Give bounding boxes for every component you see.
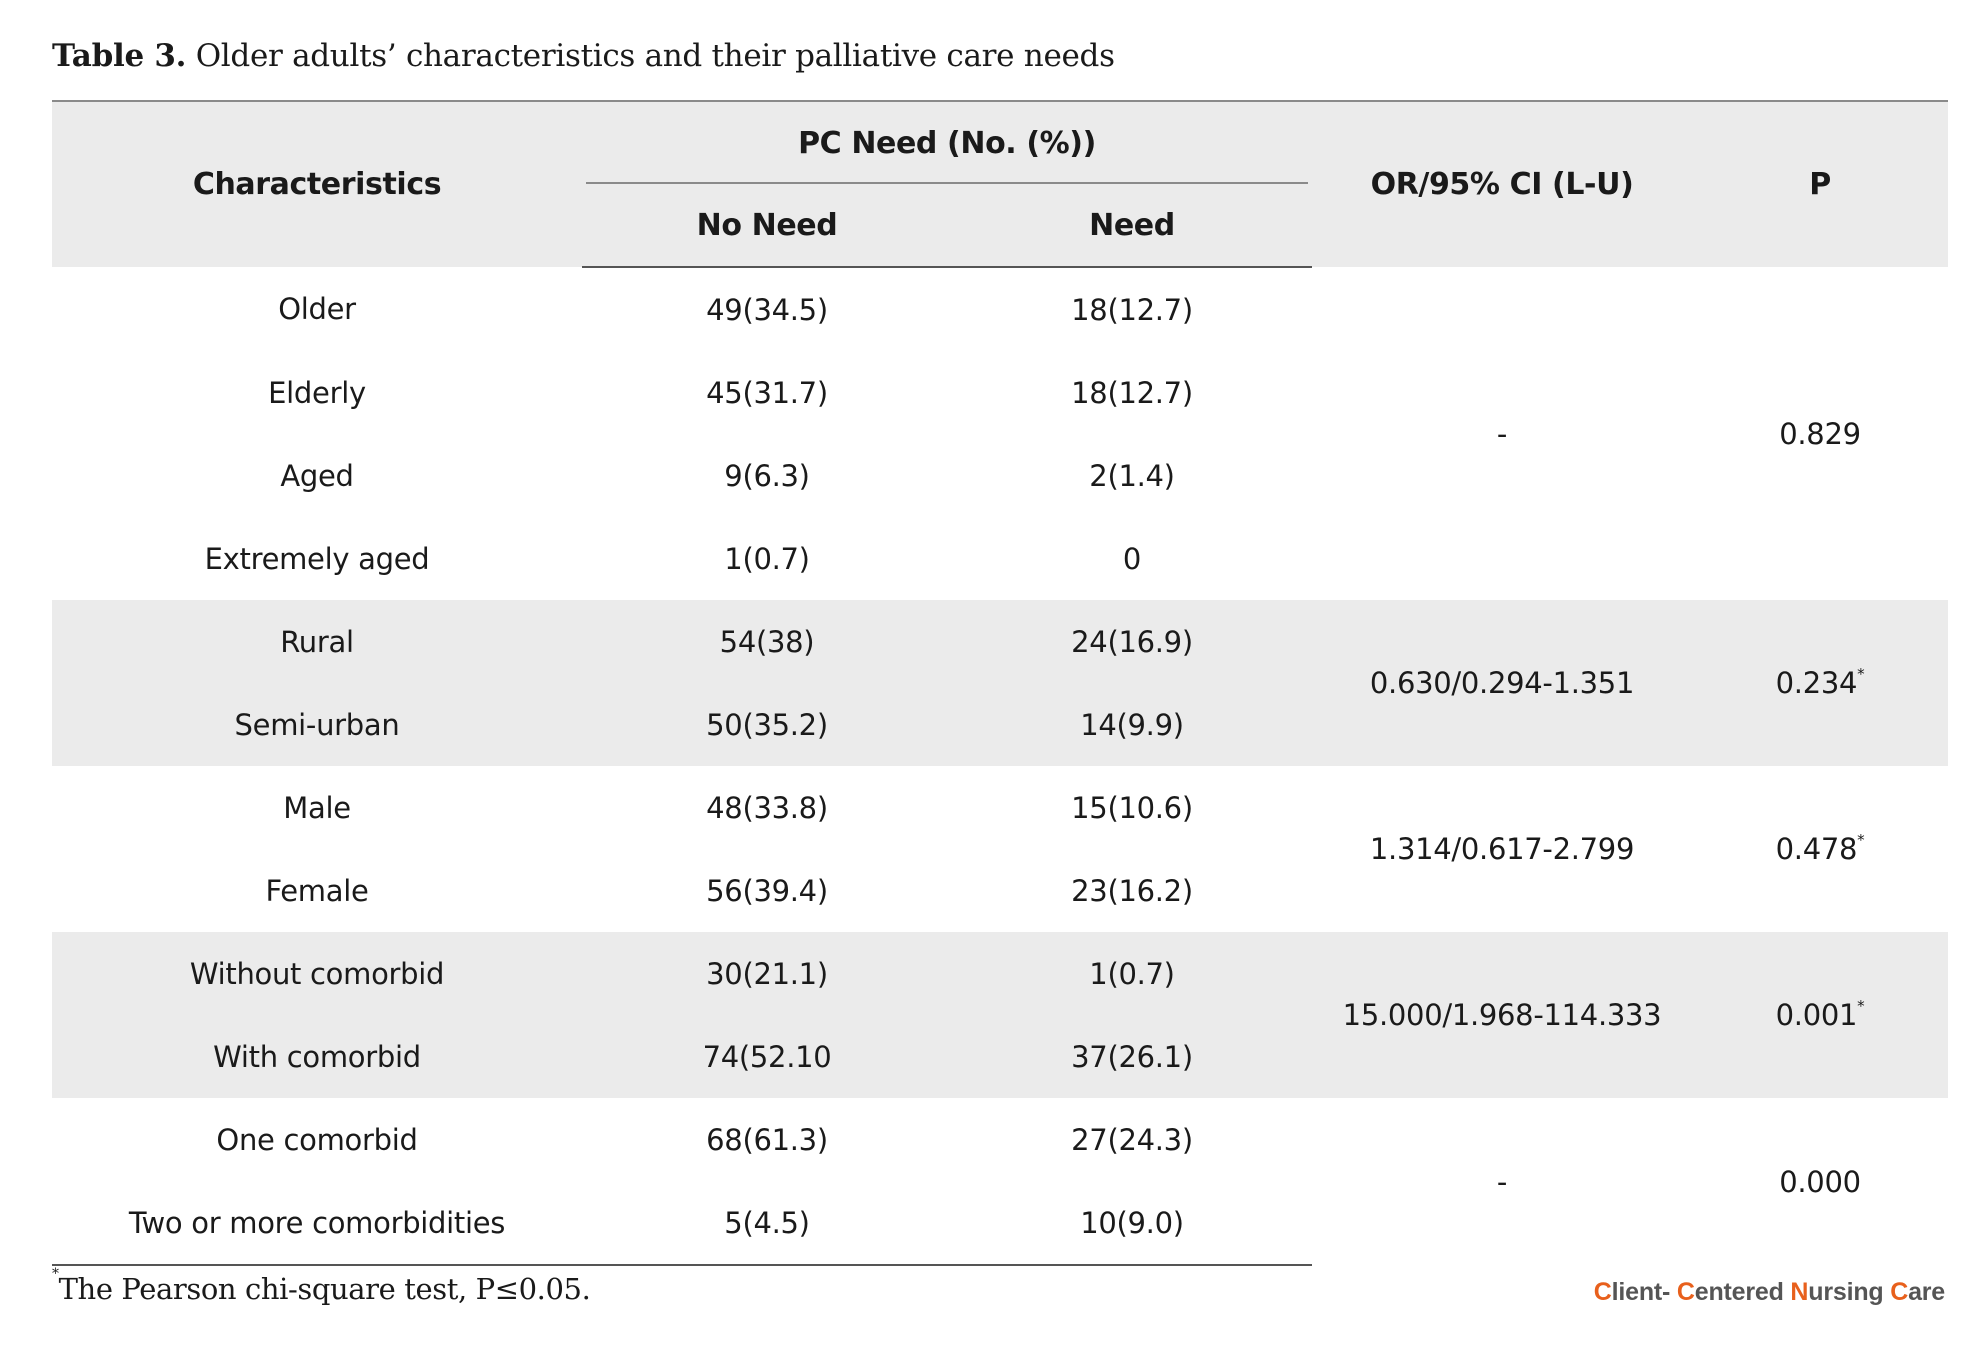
cell-no-need: 54(38) <box>582 600 952 683</box>
p-mark: * <box>1857 997 1865 1016</box>
cell-need: 10(9.0) <box>952 1181 1312 1265</box>
cell-need: 14(9.9) <box>952 683 1312 766</box>
cell-no-need: 74(52.10 <box>582 1015 952 1098</box>
cell-label: Extremely aged <box>204 541 430 576</box>
cell-or-ci: 15.000/1.968-114.333 <box>1312 932 1692 1098</box>
logo-text: are <box>1908 1278 1945 1306</box>
footnote <box>52 1266 591 1306</box>
p-value: 0.478 <box>1775 832 1858 866</box>
table-caption <box>52 38 1115 74</box>
cell-label: Rural <box>52 600 582 683</box>
cell-p <box>1692 932 1948 1098</box>
cell-need: 24(16.9) <box>952 600 1312 683</box>
cell-need: 18(12.7) <box>1071 375 1193 410</box>
logo-text: ursing <box>1808 1278 1891 1306</box>
cell-label: One comorbid <box>216 1122 418 1157</box>
cell-label: Without comorbid <box>52 932 582 1015</box>
header-no-need: No Need <box>582 184 952 267</box>
cell-no-need: 50(35.2) <box>582 683 952 766</box>
table-row <box>52 600 1948 683</box>
header-or-ci: OR/95% CI (L-U) <box>1312 101 1692 267</box>
cell-need: 0 <box>1122 541 1142 576</box>
group-gender <box>52 766 1948 932</box>
cell-label: With comorbid <box>52 1015 582 1098</box>
header-p: P <box>1692 101 1948 267</box>
p-value: 0.000 <box>1779 1164 1861 1199</box>
cell-or-ci: 0.630/0.294-1.351 <box>1312 600 1692 766</box>
logo-text: entered <box>1694 1278 1791 1306</box>
cell-label: Aged <box>280 458 354 493</box>
cell-need: 1(0.7) <box>952 932 1312 1015</box>
cell-p <box>1692 1098 1948 1265</box>
journal-logo <box>1594 1278 1945 1307</box>
group-comorbidity <box>52 932 1948 1098</box>
logo-letter: N <box>1790 1278 1809 1306</box>
table-header <box>52 101 1948 267</box>
cell-p <box>1692 267 1948 600</box>
cell-no-need: 30(21.1) <box>582 932 952 1015</box>
logo-letter: C <box>1676 1278 1695 1306</box>
cell-need: 37(26.1) <box>952 1015 1312 1098</box>
cell-no-need: 48(33.8) <box>706 790 828 825</box>
p-value: 0.234 <box>1775 666 1858 700</box>
cell-or-ci: - <box>1496 1164 1508 1199</box>
header-need: Need <box>952 184 1312 267</box>
cell-no-need: 49(34.5) <box>706 292 828 327</box>
cell-no-need: 1(0.7) <box>724 541 810 576</box>
cell-no-need: 45(31.7) <box>706 375 828 410</box>
header-pc-need <box>582 101 1312 184</box>
footnote-mark: * <box>52 1266 59 1282</box>
cell-label: Male <box>283 790 351 825</box>
header-characteristics: Characteristics <box>52 101 582 267</box>
cell-need: 18(12.7) <box>1071 292 1193 327</box>
cell-label: Semi-urban <box>52 683 582 766</box>
cell-label: Older <box>278 292 356 326</box>
cell-no-need: 68(61.3) <box>706 1122 828 1157</box>
cell-no-need: 5(4.5) <box>582 1181 952 1265</box>
caption-text: Older adults’ characteristics and their palliative care needs <box>195 38 1115 74</box>
caption-label: Table 3. <box>52 38 187 74</box>
cell-need: 27(24.3) <box>1071 1122 1193 1157</box>
cell-need: 23(16.2) <box>1071 873 1193 908</box>
table-row <box>52 766 1948 849</box>
table-row <box>52 932 1948 1015</box>
cell-label: Elderly <box>268 375 366 410</box>
cell-need: 15(10.6) <box>1071 790 1193 825</box>
table-row <box>52 1098 1948 1181</box>
cell-no-need: 9(6.3) <box>724 458 810 493</box>
header-pc-need-label: PC Need (No. (%)) <box>586 102 1308 184</box>
cell-or-ci: 1.314/0.617-2.799 <box>1369 832 1635 866</box>
group-residence <box>52 600 1948 766</box>
cell-label: Two or more comorbidities <box>52 1181 582 1265</box>
p-mark: * <box>1857 831 1865 850</box>
logo-letter: C <box>1593 1278 1612 1306</box>
cell-no-need: 56(39.4) <box>706 873 828 908</box>
group-age <box>52 267 1948 600</box>
cell-need: 2(1.4) <box>1089 458 1175 493</box>
p-value: 0.001 <box>1775 998 1858 1032</box>
logo-letter: C <box>1890 1278 1909 1306</box>
p-mark: * <box>1857 665 1865 684</box>
cell-p <box>1692 600 1948 766</box>
cell-label: Female <box>265 873 369 908</box>
data-table <box>52 100 1948 1266</box>
group-comorbidity-count <box>52 1098 1948 1265</box>
table-row <box>52 267 1948 351</box>
cell-p <box>1692 766 1948 932</box>
cell-or-ci: - <box>1496 416 1508 451</box>
p-value: 0.829 <box>1779 416 1861 451</box>
footnote-text: The Pearson chi-square test, P≤0.05. <box>58 1272 591 1306</box>
logo-text: lient- <box>1611 1278 1677 1306</box>
